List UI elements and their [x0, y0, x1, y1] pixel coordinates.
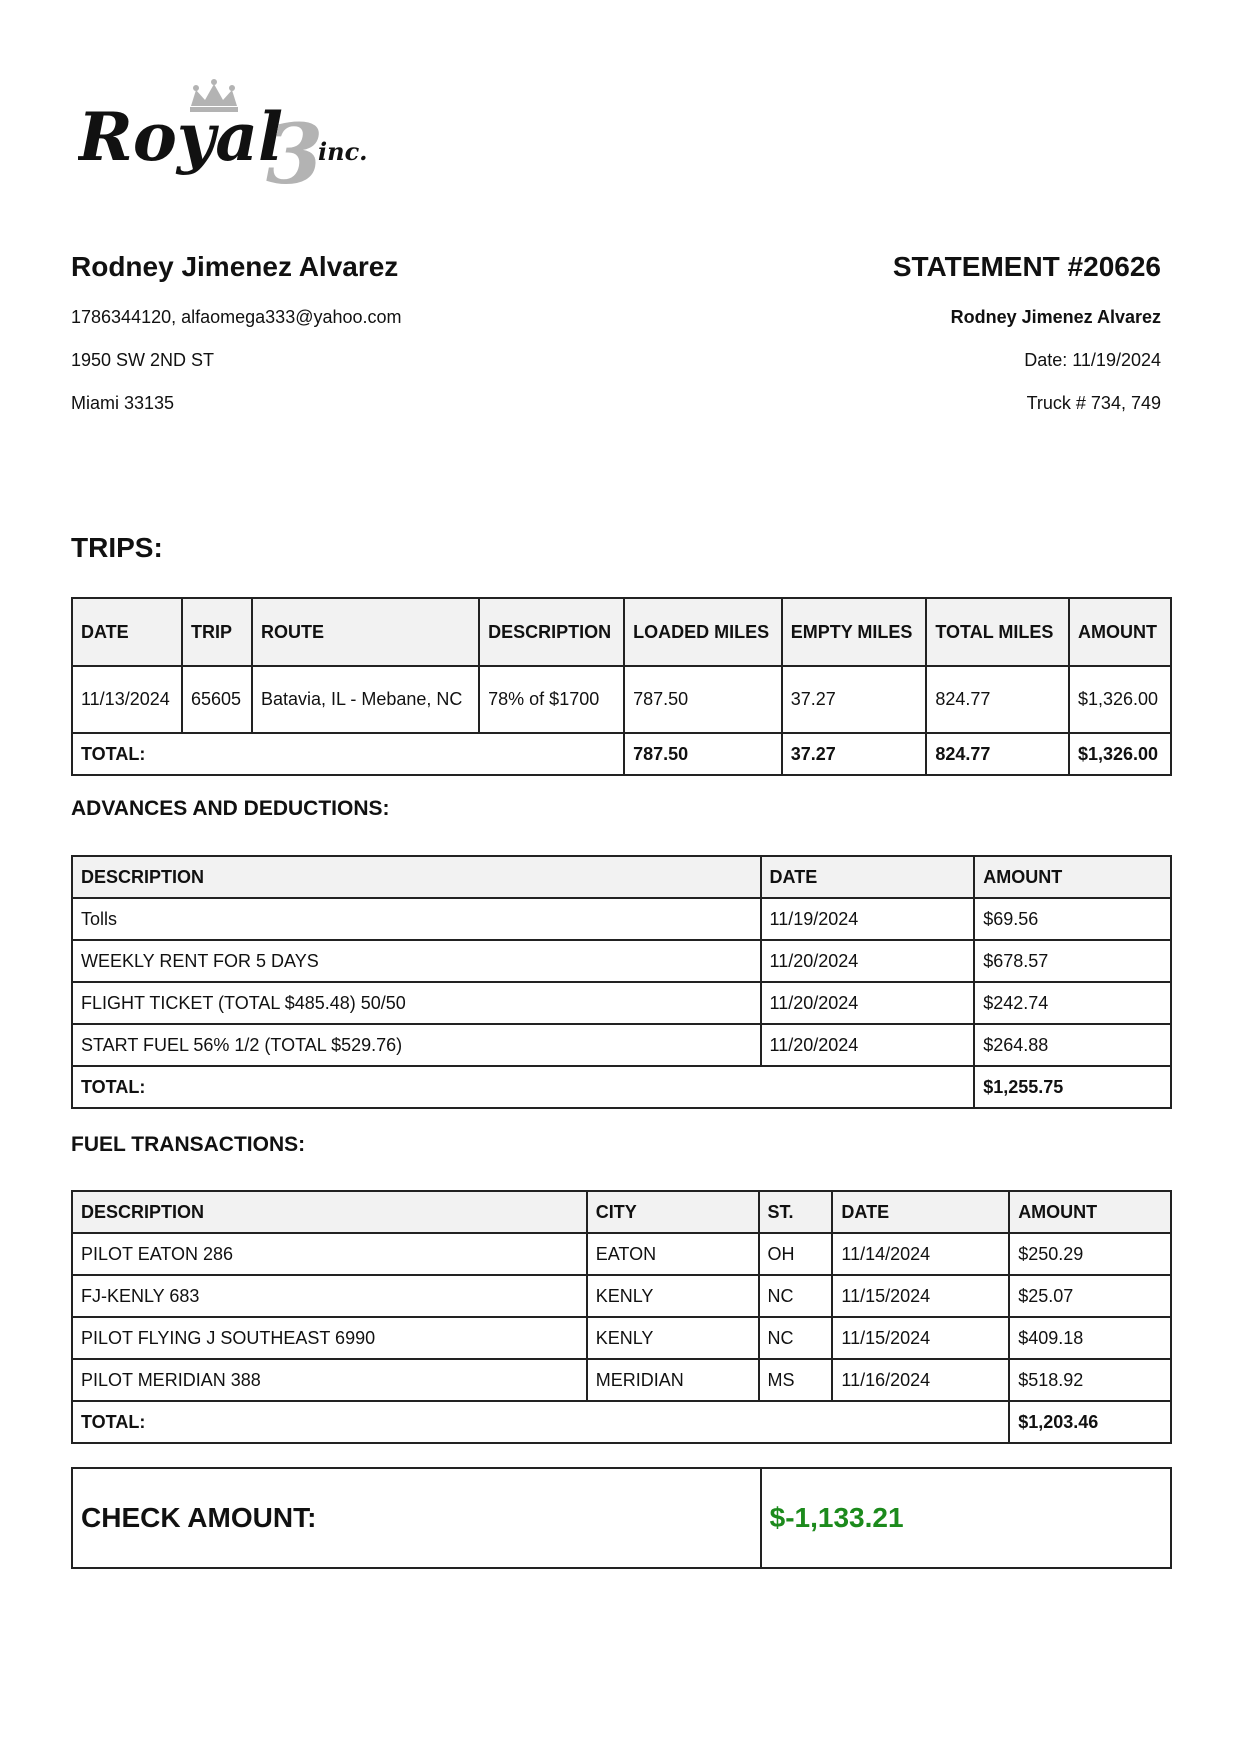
statement-recipient: Rodney Jimenez Alvarez [950, 307, 1161, 327]
fuel-table [71, 1190, 1172, 1444]
advance-date: 11/19/2024 [761, 898, 975, 940]
driver-contact: 1786344120, alfaomega333@yahoo.com [71, 307, 402, 327]
advance-date: 11/20/2024 [761, 982, 975, 1024]
advances-heading: ADVANCES AND DEDUCTIONS: [71, 797, 390, 820]
statement-info [601, 250, 1161, 435]
fuel-date: 11/14/2024 [832, 1233, 1009, 1275]
trips-header-row [72, 598, 1171, 666]
fuel-header-row [72, 1191, 1171, 1233]
fuel-state: OH [759, 1233, 833, 1275]
column-header: TOTAL MILES [926, 598, 1069, 666]
fuel-amount: $409.18 [1009, 1317, 1171, 1359]
trip-route: Batavia, IL - Mebane, NC [252, 666, 479, 733]
advance-description: FLIGHT TICKET (TOTAL $485.48) 50/50 [72, 982, 761, 1024]
column-header: DESCRIPTION [72, 1191, 587, 1233]
total-miles: 824.77 [926, 733, 1069, 775]
trip-total-miles: 824.77 [926, 666, 1069, 733]
statement-truck: Truck # 734, 749 [1026, 393, 1161, 413]
check-amount-label: CHECK AMOUNT: [72, 1468, 761, 1568]
driver-address-line2: Miami 33135 [71, 393, 175, 413]
company-logo [78, 78, 398, 193]
advance-date: 11/20/2024 [761, 1024, 975, 1066]
advance-description: START FUEL 56% 1/2 (TOTAL $529.76) [72, 1024, 761, 1066]
advance-amount: $242.74 [974, 982, 1171, 1024]
total-label: TOTAL: [72, 1066, 974, 1108]
svg-text:3: 3 [266, 107, 324, 193]
fuel-state: MS [759, 1359, 833, 1401]
column-header: ROUTE [252, 598, 479, 666]
table-row [72, 940, 1171, 982]
advances-total-row [72, 1066, 1171, 1108]
svg-text:Royal: Royal [78, 98, 284, 176]
statement-title: STATEMENT #20626 [892, 251, 1161, 282]
trips-heading: TRIPS: [71, 532, 163, 563]
trip-description: 78% of $1700 [479, 666, 624, 733]
table-row [72, 1233, 1171, 1275]
trip-date: 11/13/2024 [72, 666, 182, 733]
table-row [72, 1275, 1171, 1317]
column-header: DESCRIPTION [479, 598, 624, 666]
total-label: TOTAL: [72, 733, 624, 775]
trips-total-row [72, 733, 1171, 775]
fuel-state: NC [759, 1317, 833, 1359]
advances-header-row [72, 856, 1171, 898]
trips-table [71, 597, 1172, 776]
table-row [72, 1317, 1171, 1359]
table-row [72, 898, 1171, 940]
fuel-amount: $250.29 [1009, 1233, 1171, 1275]
total-amount: $1,326.00 [1069, 733, 1171, 775]
table-row [72, 1359, 1171, 1401]
column-header: DATE [72, 598, 182, 666]
column-header: AMOUNT [1069, 598, 1171, 666]
svg-text:inc.: inc. [318, 137, 368, 166]
column-header: DESCRIPTION [72, 856, 761, 898]
fuel-amount: $518.92 [1009, 1359, 1171, 1401]
check-amount-value: $-1,133.21 [761, 1468, 1171, 1568]
fuel-date: 11/15/2024 [832, 1317, 1009, 1359]
column-header: CITY [587, 1191, 759, 1233]
total-loaded-miles: 787.50 [624, 733, 782, 775]
fuel-description: PILOT FLYING J SOUTHEAST 6990 [72, 1317, 587, 1359]
fuel-date: 11/16/2024 [832, 1359, 1009, 1401]
check-amount-box [71, 1467, 1172, 1569]
fuel-city: MERIDIAN [587, 1359, 759, 1401]
advance-description: Tolls [72, 898, 761, 940]
column-header: LOADED MILES [624, 598, 782, 666]
statement-date: Date: 11/19/2024 [1024, 350, 1161, 370]
advance-amount: $678.57 [974, 940, 1171, 982]
fuel-city: KENLY [587, 1275, 759, 1317]
trip-number: 65605 [182, 666, 252, 733]
fuel-heading: FUEL TRANSACTIONS: [71, 1133, 306, 1156]
total-amount: $1,203.46 [1009, 1401, 1171, 1443]
column-header: DATE [832, 1191, 1009, 1233]
column-header: DATE [761, 856, 975, 898]
trip-amount: $1,326.00 [1069, 666, 1171, 733]
advance-amount: $69.56 [974, 898, 1171, 940]
column-header: EMPTY MILES [782, 598, 927, 666]
driver-name: Rodney Jimenez Alvarez [71, 251, 399, 282]
fuel-city: KENLY [587, 1317, 759, 1359]
total-empty-miles: 37.27 [782, 733, 927, 775]
table-row [72, 982, 1171, 1024]
fuel-description: PILOT MERIDIAN 388 [72, 1359, 587, 1401]
column-header: TRIP [182, 598, 252, 666]
column-header: ST. [759, 1191, 833, 1233]
fuel-state: NC [759, 1275, 833, 1317]
table-row [72, 666, 1171, 733]
advances-table [71, 855, 1172, 1109]
total-label: TOTAL: [72, 1401, 1009, 1443]
advance-amount: $264.88 [974, 1024, 1171, 1066]
column-header: AMOUNT [1009, 1191, 1171, 1233]
trip-loaded-miles: 787.50 [624, 666, 782, 733]
column-header: AMOUNT [974, 856, 1171, 898]
fuel-total-row [72, 1401, 1171, 1443]
fuel-city: EATON [587, 1233, 759, 1275]
advance-date: 11/20/2024 [761, 940, 975, 982]
driver-address-line1: 1950 SW 2ND ST [71, 350, 215, 370]
fuel-description: FJ-KENLY 683 [72, 1275, 587, 1317]
driver-info [71, 250, 631, 435]
fuel-amount: $25.07 [1009, 1275, 1171, 1317]
trip-empty-miles: 37.27 [782, 666, 927, 733]
fuel-description: PILOT EATON 286 [72, 1233, 587, 1275]
fuel-date: 11/15/2024 [832, 1275, 1009, 1317]
total-amount: $1,255.75 [974, 1066, 1171, 1108]
table-row [72, 1024, 1171, 1066]
advance-description: WEEKLY RENT FOR 5 DAYS [72, 940, 761, 982]
